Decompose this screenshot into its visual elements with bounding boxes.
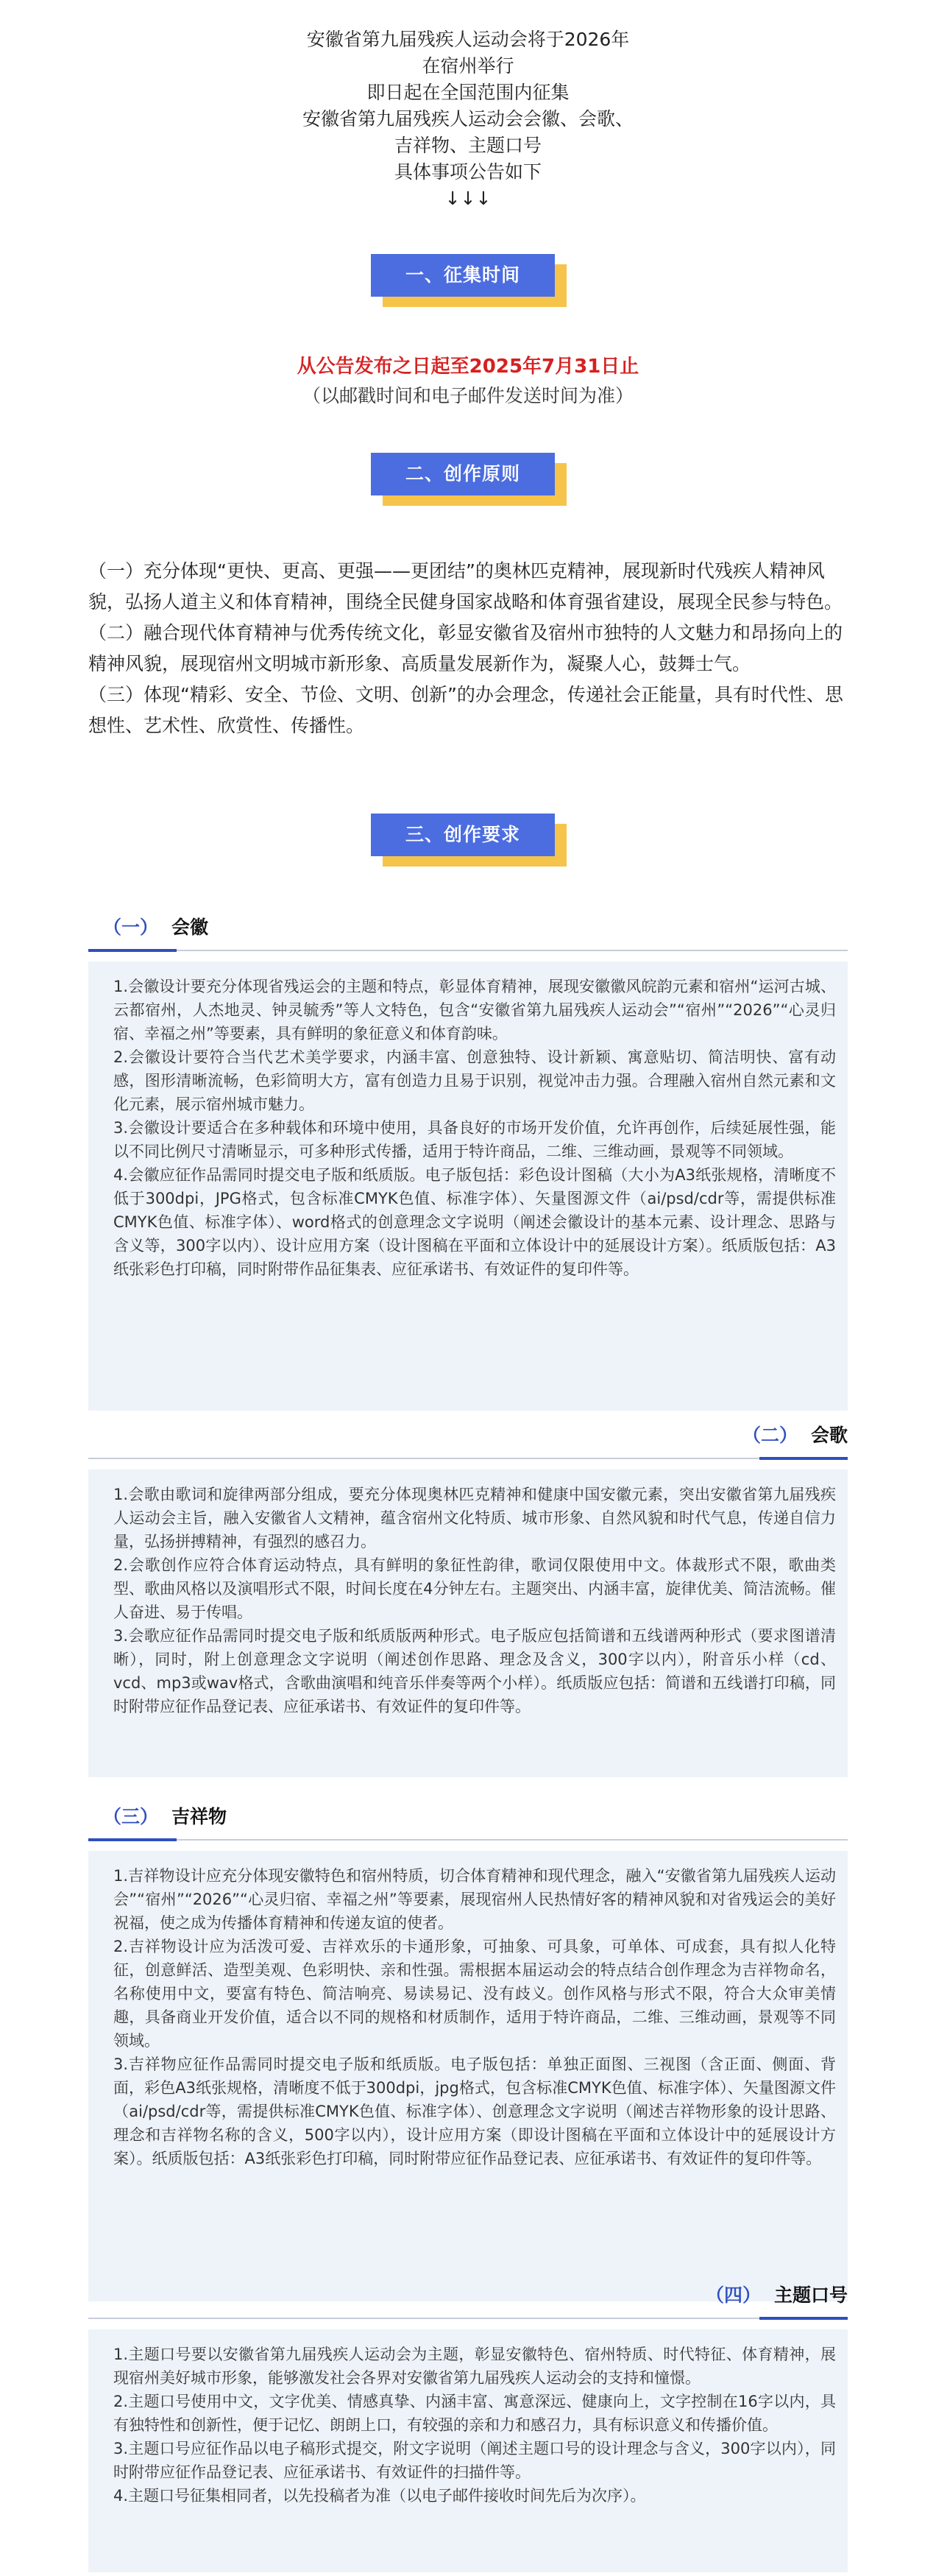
emblem-card (88, 961, 848, 1411)
requirement-item: 1.吉祥物设计应充分体现安徽特色和宿州特质，切合体育精神和现代理念，融入“安徽省第九届残疾人运动会”“宿州”“2026”“心灵归宿、幸福之州”等要素，展现宿州人民热情好客的精神风貌和对省残运会的美好祝福，使之成为传播体育精神和传递友谊的使者。 (113, 1867, 836, 1932)
intro-line: 具体事项公告如下 (394, 161, 542, 183)
subsection-number: （一） (103, 917, 159, 938)
requirement-item: 3.吉祥物应征作品需同时提交电子版和纸质版。电子版包括：单独正面图、三视图（含正面、侧面、背面，彩色A3纸张规格，清晰度不低于300dpi，jpg格式，包含标准CMYK色值、标准字体）、矢量图源文件（ai/psd/cdr等，需提供标准CMYK色值、标准字体）、创意理念文字说明（阐述吉祥物形象的设计思路、理念和吉祥物名称的含义，500字以内），设计应用方案（即设计图稿在平面和立体设计中的延展设计方案）。纸质版包括：A3纸张彩色打印稿，同时附带应征作品登记表、应征承诺书、有效证件的复印件等。 (113, 2055, 836, 2167)
section-title: 三、创作要求 (371, 814, 555, 856)
divider (88, 950, 848, 951)
deadline-text: 从公告发布之日起至2025年7月31日止 (297, 356, 639, 378)
anthem-card (88, 1469, 848, 1777)
requirement-item: 3.主题口号应征作品以电子稿形式提交，附文字说明（阐述主题口号的设计理念与含义，300字以内），同时附带应征作品登记表、应征承诺书、有效证件的扫描件等。 (113, 2440, 836, 2481)
mascot-card (88, 1851, 848, 2301)
section-title: 二、创作原则 (371, 453, 555, 495)
subsection-name: 主题口号 (773, 2284, 848, 2306)
divider (88, 1839, 848, 1841)
subsection-name: 会徽 (171, 917, 209, 938)
slogan-card (88, 2329, 848, 2572)
requirement-item: 2.吉祥物设计应为活泼可爱、吉祥欢乐的卡通形象，可抽象、可具象，可单体、可成套，具有拟人化特征，创意鲜活、造型美观、色彩明快、亲和性强。需根据本届运动会的特点结合创作理念为吉祥物命名，名称使用中文，要富有特色、简洁响亮、易读易记、没有歧义。创作风格与形式不限，符合大众审美情趣，具备商业开发价值，适合以不同的规格和材质制作，适用于特许商品，二维、三维动画，景观等不同领域。 (113, 1938, 836, 2050)
requirement-item: 1.会歌由歌词和旋律两部分组成，要充分体现奥林匹克精神和健康中国安徽元素，突出安徽省第九届残疾人运动会主旨，融入安徽省人文精神，蕴含宿州文化特质、城市形象、自然风貌和时代气息，传递自信力量，弘扬拼搏精神，有强烈的感召力。 (113, 1486, 836, 1550)
deadline-note: （以邮戳时间和电子邮件发送时间为准） (302, 385, 634, 406)
divider (88, 2318, 848, 2319)
collection-time (0, 352, 936, 411)
section-title: 一、征集时间 (371, 254, 555, 297)
subsection-name: 吉祥物 (171, 1806, 227, 1827)
section-header-principles (0, 453, 936, 512)
requirement-item: 4.会徽应征作品需同时提交电子版和纸质版。电子版包括：彩色设计图稿（大小为A3纸张规格，清晰度不低于300dpi，JPG格式，包含标准CMYK色值、标准字体）、矢量图源文件（ai/psd/cdr等，需提供标准CMYK色值、标准字体）、word格式的创意理念文字说明（阐述会徽设计的基本元素、设计理念、思路与含义等，300字以内）、设计应用方案（设计图稿在平面和立体设计中的延展设计方案）。纸质版包括：A3纸张彩色打印稿，同时附带作品征集表、应征承诺书、有效证件的复印件等。 (113, 1166, 836, 1278)
subsection-slogan-title (706, 2281, 848, 2315)
arrows-icon: ↓↓↓ (444, 188, 492, 209)
section-header-requirements (0, 814, 936, 872)
principle-item: （三）体现“精彩、安全、节俭、文明、创新”的办会理念，传递社会正能量，具有时代性、思想性、艺术性、欣赏性、传播性。 (88, 684, 843, 736)
requirement-item: 2.会歌创作应符合体育运动特点，具有鲜明的象征性韵律，歌词仅限使用中文。体裁形式不限，歌曲类型、歌曲风格以及演唱形式不限，时间长度在4分钟左右。主题突出、内涵丰富，旋律优美、简洁流畅。催人奋进、易于传唱。 (113, 1556, 836, 1621)
requirement-item: 4.主题口号征集相同者，以先投稿者为准（以电子邮件接收时间先后为次序）。 (113, 2487, 646, 2505)
intro-line: 在宿州举行 (422, 55, 514, 77)
requirement-item: 2.会徽设计要符合当代艺术美学要求，内涵丰富、创意独特、设计新颖、寓意贴切、简洁明快、富有动感，图形清晰流畅，色彩简明大方，富有创造力且易于识别，视觉冲击力强。合理融入宿州自然元素和文化元素，展示宿州城市魅力。 (113, 1048, 836, 1113)
requirement-item: 1.主题口号要以安徽省第九届残疾人运动会为主题，彰显安徽特色、宿州特质、时代特征、体育精神，展现宿州美好城市形象，能够激发社会各界对安徽省第九届残疾人运动会的支持和憧憬。 (113, 2346, 836, 2387)
requirement-item: 3.会徽设计要适合在多种载体和环境中使用，具备良好的市场开发价值，允许再创作，后续延展性强，能以不同比例尺寸清晰显示，可多种形式传播，适用于特许商品，二维、三维动画，景观等不同领域。 (113, 1119, 836, 1160)
intro-line: 即日起在全国范围内征集 (366, 82, 570, 103)
subsection-anthem-title (742, 1421, 848, 1455)
intro-line: 安徽省第九届残疾人运动会将于2026年 (306, 29, 630, 50)
requirement-item: 2.主题口号使用中文，文字优美、情感真挚、内涵丰富、寓意深远、健康向上，文字控制在16字以内，具有独特性和创新性，便于记忆、朗朗上口，有较强的亲和力和感召力，具有标识意义和传播价值。 (113, 2393, 836, 2434)
divider (88, 1458, 848, 1459)
principles-text (88, 556, 851, 741)
subsection-number: （二） (742, 1425, 798, 1446)
subsection-name: 会歌 (810, 1425, 848, 1446)
intro-line: 吉祥物、主题口号 (394, 135, 542, 156)
principle-item: （二）融合现代体育精神与优秀传统文化，彰显安徽省及宿州市独特的人文魅力和昂扬向上的精神风貌，展现宿州文明城市新形象、高质量发展新作为，凝聚人心，鼓舞士气。 (88, 622, 843, 674)
requirement-item: 3.会歌应征作品需同时提交电子版和纸质版两种形式。电子版应包括简谱和五线谱两种形式（要求图谱清晰），同时，附上创意理念文字说明（阐述创作思路、理念及含义，300字以内），附音乐小样（cd、vcd、mp3或wav格式，含歌曲演唱和纯音乐伴奏等两个小样）。纸质版应包括：简谱和五线谱打印稿，同时附带应征作品登记表、应征承诺书、有效证件的复印件等。 (113, 1627, 836, 1715)
principle-item: （一）充分体现“更快、更高、更强——更团结”的奥林匹克精神，展现新时代残疾人精神风貌，弘扬人道主义和体育精神，围绕全民健身国家战略和体育强省建设，展现全民参与特色。 (88, 560, 843, 613)
intro-block (0, 27, 936, 212)
subsection-number: （三） (103, 1806, 159, 1827)
subsection-emblem-title (103, 913, 208, 947)
subsection-number: （四） (705, 2284, 761, 2306)
subsection-mascot-title (103, 1802, 227, 1836)
intro-line: 安徽省第九届残疾人运动会会徽、会歌、 (302, 108, 634, 130)
section-header-time (0, 254, 936, 313)
requirement-item: 1.会徽设计要充分体现省残运会的主题和特点，彰显体育精神，展现安徽徽风皖韵元素和宿州“运河古城、云都宿州，人杰地灵、钟灵毓秀”等人文特色，包含“安徽省第九届残疾人运动会”“宿州”“2026”“心灵归宿、幸福之州”等要素，具有鲜明的象征意义和体育韵味。 (113, 978, 836, 1042)
